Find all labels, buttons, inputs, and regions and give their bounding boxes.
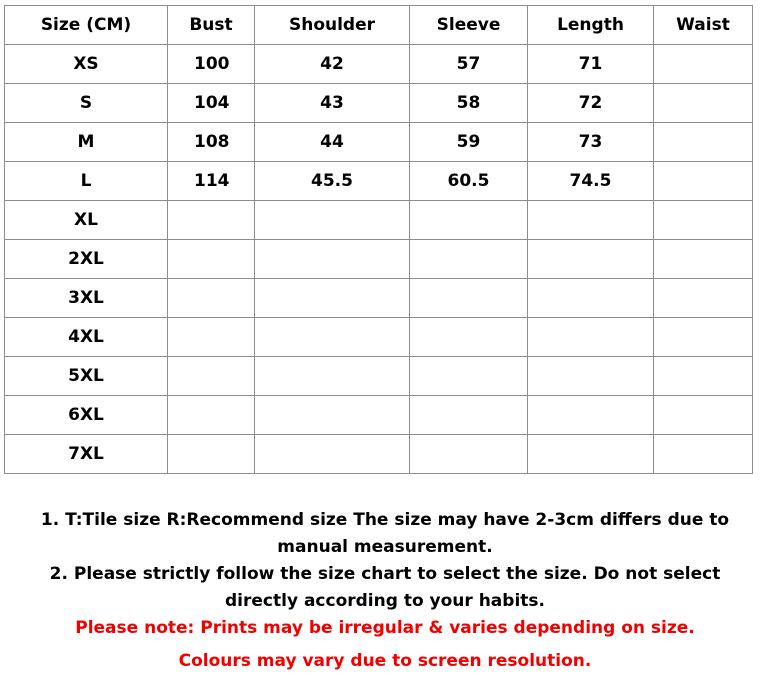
size-notes	[0, 507, 770, 675]
cell-size: S	[5, 84, 168, 123]
cell-shoulder	[255, 357, 410, 396]
cell-waist	[654, 240, 753, 279]
cell-length	[528, 279, 654, 318]
table-row	[5, 357, 753, 396]
table-row	[5, 279, 753, 318]
cell-waist	[654, 435, 753, 474]
header-sleeve: Sleeve	[410, 6, 528, 45]
cell-bust	[168, 396, 255, 435]
header-waist: Waist	[654, 6, 753, 45]
cell-size: 6XL	[5, 396, 168, 435]
cell-bust	[168, 357, 255, 396]
cell-bust	[168, 318, 255, 357]
cell-waist	[654, 201, 753, 240]
cell-sleeve	[410, 396, 528, 435]
cell-bust	[168, 279, 255, 318]
cell-shoulder: 42	[255, 45, 410, 84]
cell-shoulder	[255, 240, 410, 279]
cell-shoulder: 43	[255, 84, 410, 123]
cell-bust: 100	[168, 45, 255, 84]
cell-sleeve	[410, 357, 528, 396]
cell-waist	[654, 318, 753, 357]
cell-sleeve	[410, 435, 528, 474]
note-follow-size-chart: 2. Please strictly follow the size chart to select the size. Do not select directly according to your habits.	[49, 564, 721, 611]
table-row	[5, 435, 753, 474]
warning-prints-irregular: Please note: Prints may be irregular & varies depending on size.	[75, 618, 695, 638]
cell-size: L	[5, 162, 168, 201]
header-length: Length	[528, 6, 654, 45]
cell-bust	[168, 240, 255, 279]
table-row	[5, 45, 753, 84]
cell-waist	[654, 396, 753, 435]
table-row	[5, 162, 753, 201]
cell-shoulder: 45.5	[255, 162, 410, 201]
cell-waist	[654, 357, 753, 396]
header-bust: Bust	[168, 6, 255, 45]
cell-shoulder	[255, 201, 410, 240]
warning-colours-vary: Colours may vary due to screen resolution.	[178, 651, 592, 671]
cell-waist	[654, 84, 753, 123]
table-row	[5, 84, 753, 123]
cell-size: 3XL	[5, 279, 168, 318]
cell-size: 5XL	[5, 357, 168, 396]
table-body	[5, 45, 753, 474]
cell-size: M	[5, 123, 168, 162]
cell-sleeve: 57	[410, 45, 528, 84]
cell-shoulder	[255, 435, 410, 474]
cell-sleeve: 58	[410, 84, 528, 123]
cell-waist	[654, 45, 753, 84]
cell-shoulder	[255, 279, 410, 318]
cell-sleeve	[410, 201, 528, 240]
cell-length	[528, 357, 654, 396]
size-chart-table	[4, 5, 753, 474]
cell-length: 73	[528, 123, 654, 162]
table-row	[5, 240, 753, 279]
cell-shoulder: 44	[255, 123, 410, 162]
table-row	[5, 201, 753, 240]
cell-size: XL	[5, 201, 168, 240]
cell-bust: 108	[168, 123, 255, 162]
cell-length: 71	[528, 45, 654, 84]
cell-bust: 114	[168, 162, 255, 201]
cell-sleeve: 60.5	[410, 162, 528, 201]
cell-length: 74.5	[528, 162, 654, 201]
cell-sleeve	[410, 240, 528, 279]
cell-bust: 104	[168, 84, 255, 123]
cell-length: 72	[528, 84, 654, 123]
cell-length	[528, 435, 654, 474]
cell-length	[528, 396, 654, 435]
table-row	[5, 318, 753, 357]
table-header-row	[5, 6, 753, 45]
header-size: Size (CM)	[5, 6, 168, 45]
cell-sleeve	[410, 279, 528, 318]
cell-shoulder	[255, 318, 410, 357]
cell-waist	[654, 279, 753, 318]
table-row	[5, 123, 753, 162]
header-shoulder: Shoulder	[255, 6, 410, 45]
table-row	[5, 396, 753, 435]
cell-bust	[168, 435, 255, 474]
cell-waist	[654, 162, 753, 201]
cell-bust	[168, 201, 255, 240]
note-manual-measurement: 1. T:Tile size R:Recommend size The size may have 2-3cm differs due to manual measurement.	[40, 510, 730, 557]
cell-length	[528, 318, 654, 357]
cell-sleeve	[410, 318, 528, 357]
cell-length	[528, 201, 654, 240]
cell-size: XS	[5, 45, 168, 84]
cell-waist	[654, 123, 753, 162]
cell-size: 7XL	[5, 435, 168, 474]
cell-size: 4XL	[5, 318, 168, 357]
cell-size: 2XL	[5, 240, 168, 279]
cell-sleeve: 59	[410, 123, 528, 162]
cell-length	[528, 240, 654, 279]
cell-shoulder	[255, 396, 410, 435]
